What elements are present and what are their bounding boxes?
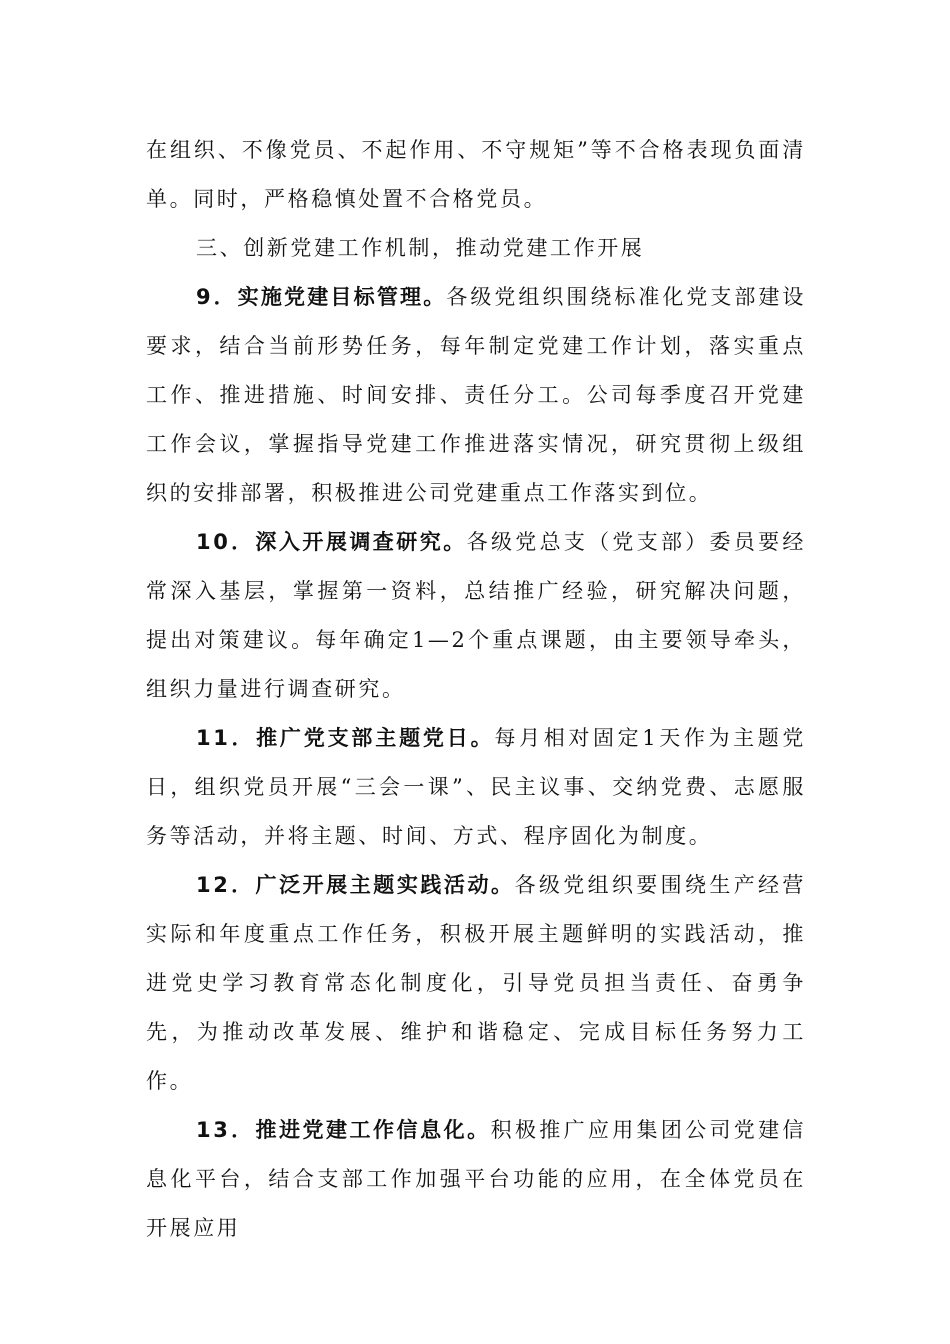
item-title: 实施党建目标管理。 xyxy=(237,285,447,309)
paragraph-item-10 xyxy=(146,518,806,714)
item-number: 13． xyxy=(196,1118,256,1142)
item-number: 9． xyxy=(196,285,238,309)
paragraph-text: 在组织、不像党员、不起作用、不守规矩”等不合格表现负面清单。同时，严格稳慎处置不合格党员。 xyxy=(146,138,806,211)
item-title: 广泛开展主题实践活动。 xyxy=(255,873,515,897)
paragraph-text: 积极推广应用集团公司党建信息化平台，结合支部工作加强平台功能的应用，在全体党员在开展应用 xyxy=(146,1118,807,1240)
paragraph-item-11 xyxy=(146,714,806,861)
item-number: 12． xyxy=(196,873,256,897)
document-body xyxy=(146,126,806,1253)
paragraph-text: 各级党总支（党支部）委员要经常深入基层，掌握第一资料，总结推广经验，研究解决问题，提出对策建议。每年确定1—2个重点课题，由主要领导牵头，组织力量进行调查研究。 xyxy=(146,530,806,701)
item-title: 推进党建工作信息化。 xyxy=(255,1118,491,1142)
paragraph-text: 各级党组织要围绕生产经营实际和年度重点工作任务，积极开展主题鲜明的实践活动，推进党史学习教育常态化制度化，引导党员担当责任、奋勇争先，为推动改革发展、维护和谐稳定、完成目标任务努力工作。 xyxy=(146,873,806,1093)
paragraph-item-13 xyxy=(146,1106,806,1253)
item-title: 深入开展调查研究。 xyxy=(255,530,467,554)
item-title: 推广党支部主题党日。 xyxy=(256,726,495,750)
paragraph-item-9 xyxy=(146,273,806,518)
item-number: 10． xyxy=(196,530,256,554)
item-number: 11． xyxy=(196,726,257,750)
paragraph-item-12 xyxy=(146,861,806,1106)
section-heading xyxy=(146,224,806,273)
paragraph-continuation xyxy=(146,126,806,224)
section-heading-text: 三、创新党建工作机制，推动党建工作开展 xyxy=(196,236,645,260)
paragraph-text: 每月相对固定1天作为主题党日，组织党员开展“三会一课”、民主议事、交纳党费、志愿服务等活动，并将主题、时间、方式、程序固化为制度。 xyxy=(146,726,806,848)
paragraph-text: 各级党组织围绕标准化党支部建设要求，结合当前形势任务，每年制定党建工作计划，落实重点工作、推进措施、时间安排、责任分工。公司每季度召开党建工作会议，掌握指导党建工作推进落实情况，研究贯彻上级组织的安排部署，积极推进公司党建重点工作落实到位。 xyxy=(146,285,807,505)
